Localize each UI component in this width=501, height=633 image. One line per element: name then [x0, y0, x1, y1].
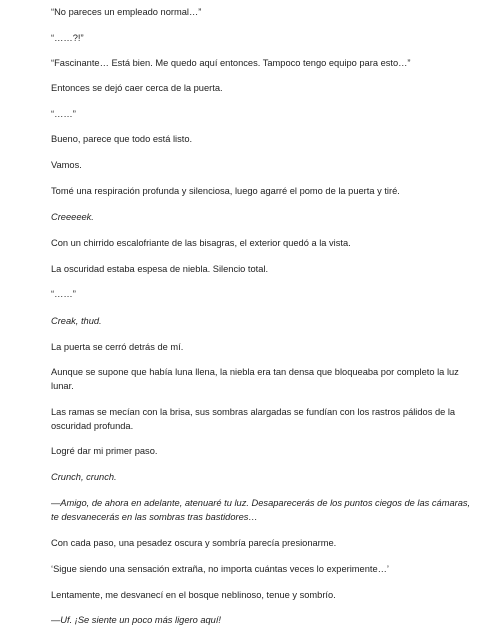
paragraph-4: Entonces se dejó caer cerca de la puerta. [51, 83, 223, 93]
paragraph-9: Creeeeek. [51, 212, 94, 222]
paragraph-15: Aunque se supone que había luna llena, la niebla era tan densa que bloqueaba por completo la luz lunar. [51, 367, 459, 391]
paragraph-5: “……” [51, 109, 76, 119]
paragraph-1: “No pareces un empleado normal…” [51, 7, 202, 17]
paragraph-7: Vamos. [51, 160, 82, 170]
paragraph-11: La oscuridad estaba espesa de niebla. Silencio total. [51, 264, 269, 274]
paragraph-22: Lentamente, me desvanecí en el bosque neblinoso, tenue y sombrío. [51, 590, 336, 600]
paragraph-20: Con cada paso, una pesadez oscura y sombría parecía presionarme. [51, 538, 337, 548]
paragraph-18: Crunch, crunch. [51, 472, 117, 482]
paragraph-14: La puerta se cerró detrás de mí. [51, 342, 184, 352]
paragraph-8: Tomé una respiración profunda y silenciosa, luego agarré el pomo de la puerta y tiré. [51, 186, 400, 196]
paragraph-6: Bueno, parece que todo está listo. [51, 134, 193, 144]
paragraph-23: —Uf. ¡Se siente un poco más ligero aquí! [51, 615, 222, 625]
paragraph-16: Las ramas se mecían con la brisa, sus sombras alargadas se fundían con los rastros pálidos de la oscuridad profunda. [51, 407, 456, 431]
paragraph-13: Creak, thud. [51, 316, 102, 326]
paragraph-2: “……?!” [51, 33, 84, 43]
paragraph-10: Con un chirrido escalofriante de las bisagras, el exterior quedó a la vista. [51, 238, 351, 248]
paragraph-19: —Amigo, de ahora en adelante, atenuaré tu luz. Desaparecerás de los puntos ciegos de las cámaras, te desvanecerás en las sombras tras bastidores… [51, 498, 471, 522]
paragraph-17: Logré dar mi primer paso. [51, 446, 158, 456]
paragraph-3: “Fascinante… Está bien. Me quedo aquí entonces. Tampoco tengo equipo para esto…” [51, 58, 411, 68]
paragraph-21: ‘Sigue siendo una sensación extraña, no importa cuántas veces lo experimente…’ [51, 564, 389, 574]
paragraph-12: “……” [51, 289, 76, 299]
